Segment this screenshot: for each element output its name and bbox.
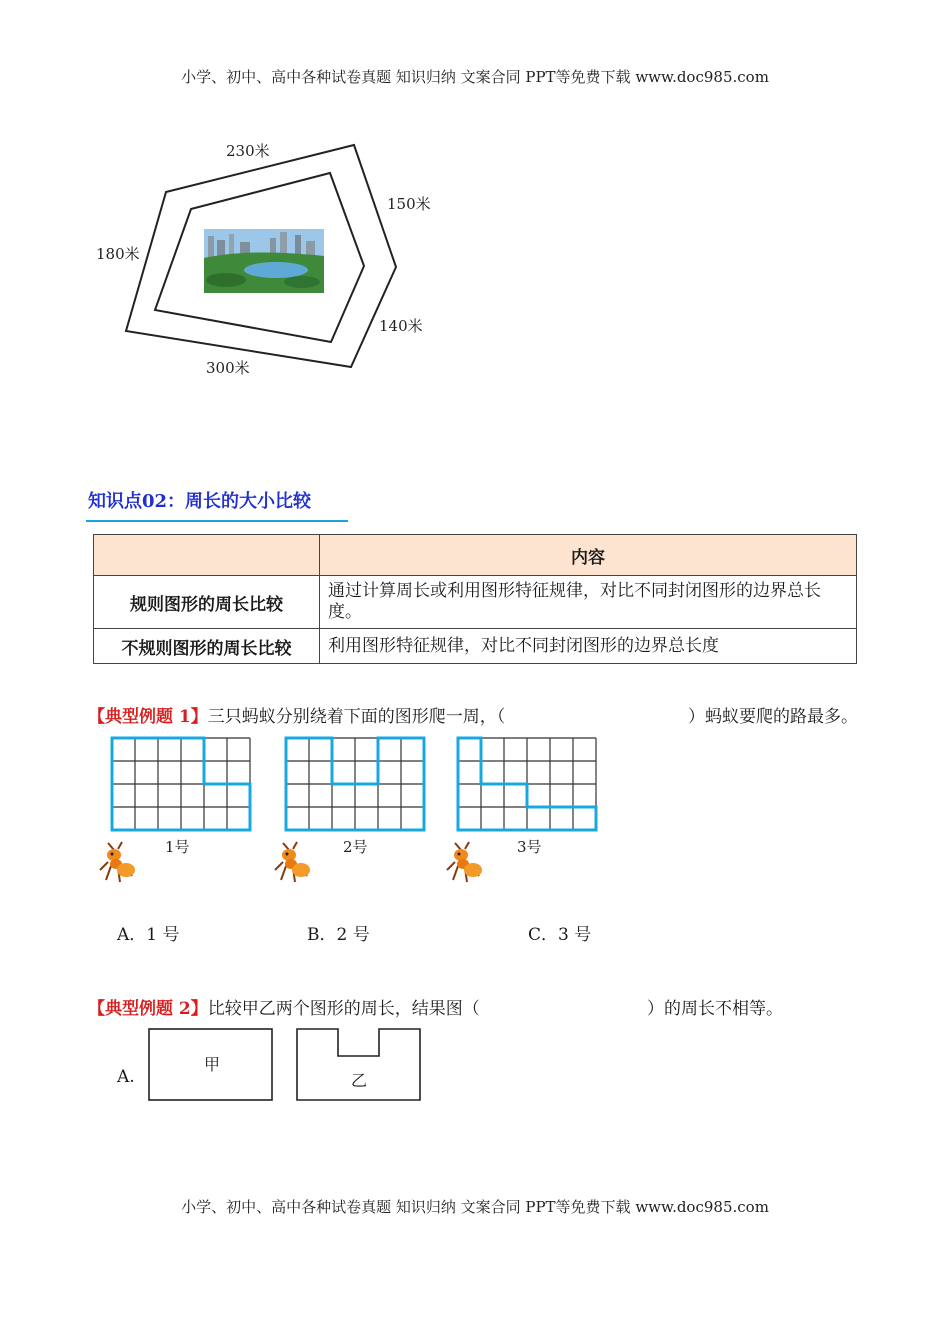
row-name-cell: 不规则图形的周长比较 [94, 629, 320, 664]
knowledge-point-title: 知识点02：周长的大小比较 [88, 491, 312, 512]
side-right-top-label: 150米 [387, 195, 431, 213]
option-a-label: A. [117, 1067, 135, 1087]
figure-label-3: 3号 [517, 838, 542, 856]
shape-jia-label: 甲 [203, 1055, 220, 1074]
side-right-bottom-label: 140米 [379, 317, 423, 335]
example1-question-start: 三只蚂蚁分别绕着下面的图形爬一周，（ [207, 707, 506, 727]
example1-question-end: ）蚂蚁要爬的路最多。 [688, 707, 858, 727]
page-footer: 小学、初中、高中各种试卷真题 知识归纳 文案合同 PPT等免费下载 www.doc985.com [181, 1198, 769, 1216]
figure-label-1: 1号 [165, 838, 190, 856]
park-pentagon-figure [90, 130, 450, 400]
option-b: B．2 号 [307, 925, 370, 945]
ant-icon [94, 840, 138, 884]
row-content-cell: 通过计算周长或利用图形特征规律，对比不同封闭图形的边界总长度。 [320, 576, 857, 629]
title-underline [86, 520, 348, 522]
table-header-empty-cell [94, 535, 320, 576]
example2-line [88, 994, 480, 1019]
knowledge-table [93, 534, 857, 664]
row-name-cell: 规则图形的周长比较 [94, 576, 320, 629]
example2-question-start: 比较甲乙两个图形的周长，结果图（ [207, 999, 480, 1019]
example1-tag: 【典型例题 1】 [88, 707, 208, 727]
figure-label-2: 2号 [343, 838, 368, 856]
grid-figure-2 [284, 736, 429, 836]
option-a: A．1 号 [117, 925, 180, 945]
shape-yi-label: 乙 [350, 1071, 367, 1090]
example2-tag: 【典型例题 2】 [88, 999, 208, 1019]
table-row [94, 576, 857, 629]
side-left-label: 180米 [96, 245, 140, 263]
ant-icon [441, 840, 485, 884]
table-row [94, 629, 857, 664]
row-content-cell: 利用图形特征规律，对比不同封闭图形的边界总长度 [320, 629, 857, 664]
option-c: C．3 号 [528, 925, 592, 945]
grid-figure-1 [110, 736, 255, 836]
page-header: 小学、初中、高中各种试卷真题 知识归纳 文案合同 PPT等免费下载 www.doc985.com [181, 68, 769, 86]
park-photo [204, 229, 324, 293]
shape-yi [294, 1026, 424, 1104]
table-header-row [94, 535, 857, 576]
side-top-label: 230米 [226, 142, 270, 160]
table-header-content: 内容 [320, 535, 857, 576]
example1-line [88, 702, 505, 727]
ant-icon [269, 840, 313, 884]
example2-question-end: ）的周长不相等。 [647, 999, 783, 1019]
grid-figure-3 [456, 736, 601, 836]
side-bottom-label: 300米 [206, 359, 250, 377]
